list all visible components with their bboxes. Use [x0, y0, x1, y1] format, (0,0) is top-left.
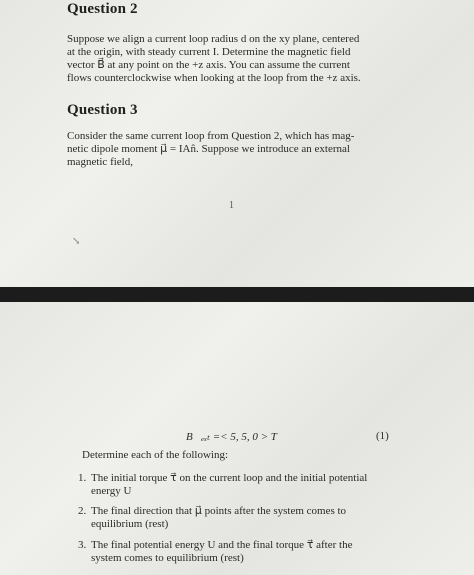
page-bottom	[0, 302, 474, 575]
list-item-number: 2.	[78, 505, 87, 517]
page-divider	[0, 287, 474, 302]
list-item	[78, 539, 408, 567]
equation-1: B⃗ₑₓₜ =< 5, 5, 0 > T	[186, 431, 277, 443]
question-2-heading: Question 2	[67, 1, 138, 17]
list-item-line: energy U	[91, 485, 132, 497]
list-item-number: 1.	[78, 472, 87, 484]
question-3-line: Consider the same current loop from Question 2, which has mag-	[67, 130, 355, 142]
question-3-heading: Question 3	[67, 102, 138, 118]
question-3-line: magnetic field,	[67, 156, 133, 168]
question-3-line: netic dipole moment μ⃗ = IAn̂. Suppose we introduce an external	[67, 143, 350, 155]
list-item-line: The initial torque τ⃗ on the current loop and the initial potential	[91, 472, 368, 484]
question-2-line: vector B⃗ at any point on the +z axis. You can assume the current	[67, 59, 350, 71]
question-2-line: at the origin, with steady current I. Determine the magnetic field	[67, 46, 351, 58]
pencil-mark: ↘	[72, 236, 81, 247]
question-2-line: flows counterclockwise when looking at the loop from the +z axis.	[67, 72, 361, 84]
page-number: 1	[229, 200, 234, 211]
question-3-text	[67, 130, 354, 169]
determine-prompt-text: Determine each of the following:	[82, 449, 229, 461]
list-item-line: equilibrium (rest)	[91, 518, 169, 530]
equation-number: (1)	[376, 430, 389, 442]
determine-prompt	[82, 449, 228, 462]
list-item	[78, 505, 408, 533]
question-2-line: Suppose we align a current loop radius d on the xy plane, centered	[67, 33, 360, 45]
list-item-number: 3.	[78, 539, 87, 551]
list-item-line: system comes to equilibrium (rest)	[91, 552, 244, 564]
list-item-line: The final potential energy U and the final torque τ⃗ after the	[91, 539, 353, 551]
list-item	[78, 472, 408, 500]
question-2-text	[67, 33, 361, 85]
page-top	[0, 0, 474, 287]
list-item-line: The final direction that μ⃗ points after the system comes to	[91, 505, 347, 517]
